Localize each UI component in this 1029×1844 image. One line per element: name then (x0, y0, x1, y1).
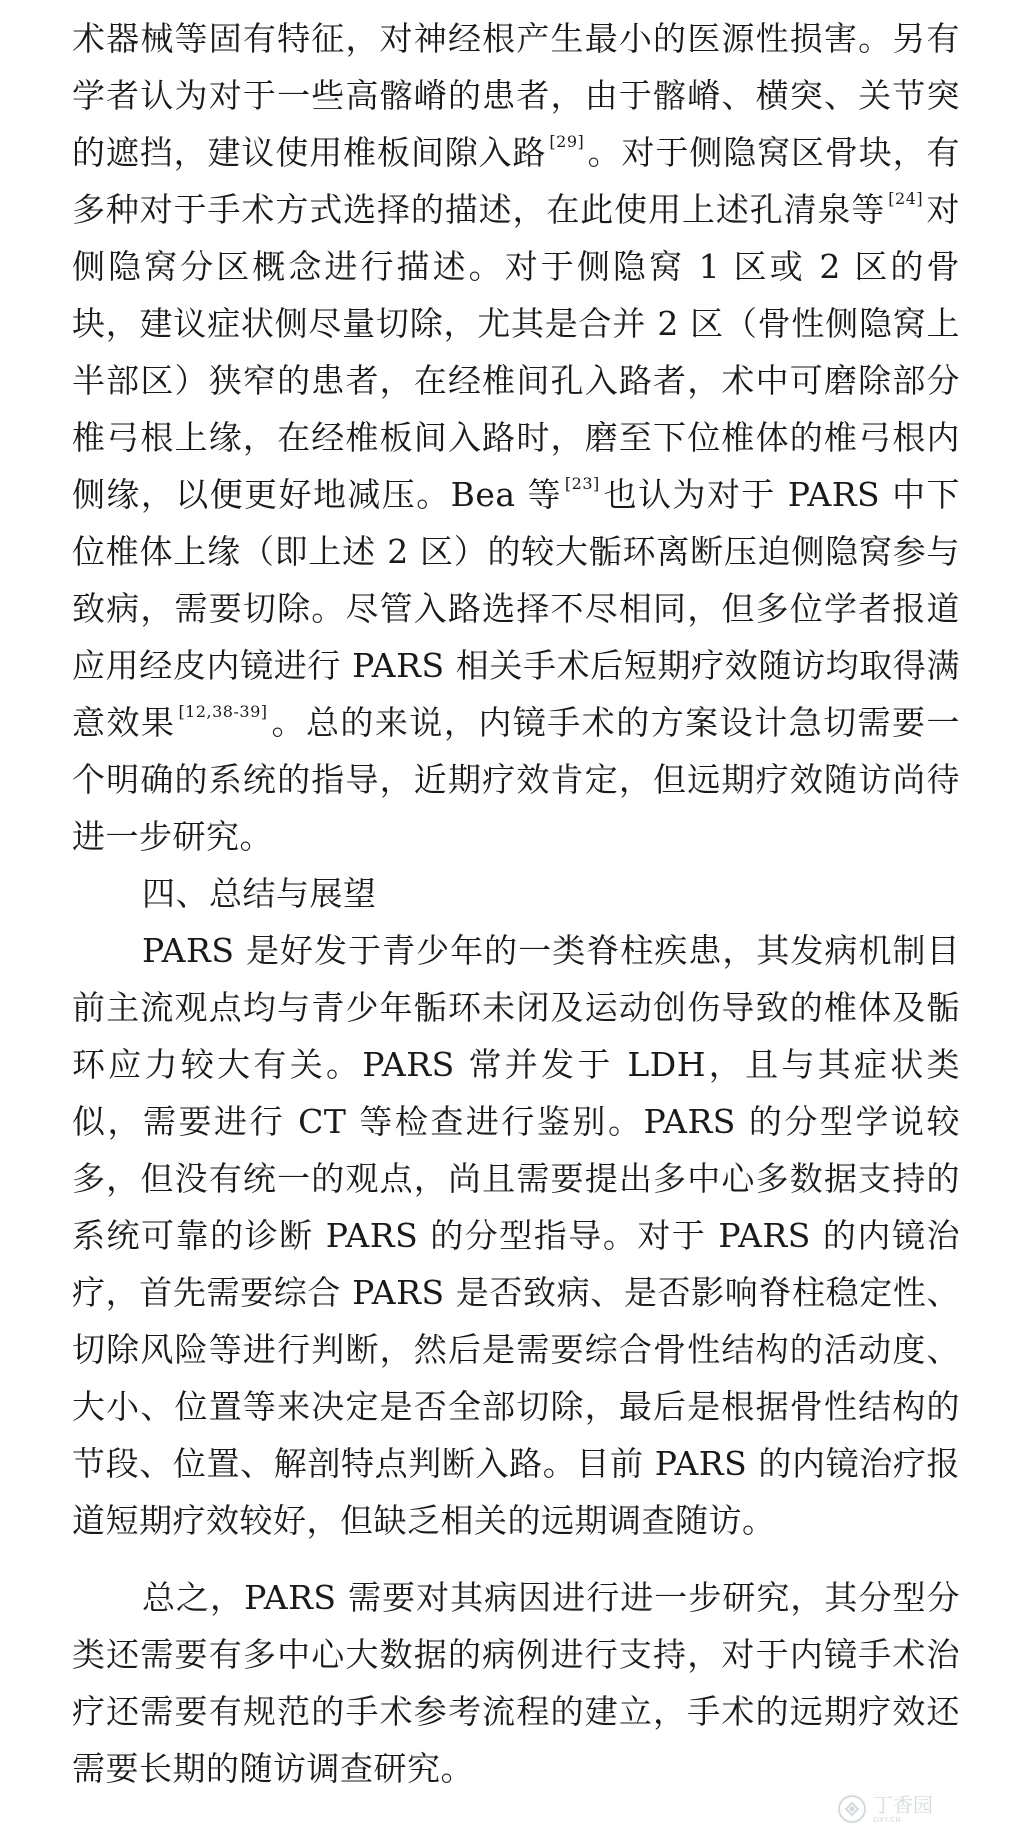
citation-ref[interactable]: [29] (549, 132, 585, 151)
watermark-text (873, 1792, 933, 1824)
paragraph-text: 。对于侧隐窝区骨块，有多种对于手术方式选择的描述，在此使用上述孔清泉等 (72, 133, 961, 229)
article-body (72, 10, 960, 1797)
section-heading: 四、总结与展望 (142, 874, 377, 913)
watermark-url: DXY.CN (873, 1815, 902, 1824)
citation-ref[interactable]: [12,38-39] (178, 702, 268, 721)
paragraph-endoscopic-approach (72, 10, 960, 865)
watermark-name: 丁香园 (873, 1792, 933, 1817)
paragraph-text: 也认为对于 PARS 中下位椎体上缘（即上述 2 区）的较大骺环离断压迫侧隐窝参与致病，需要切除。尽管入路选择不尽相同，但多位学者报道应用经皮内镜进行 PARS 相关手术后短期疗效随访均取得满意效果 (72, 475, 960, 742)
paragraph-summary: PARS 是好发于青少年的一类脊柱疾患，其发病机制目前主流观点均与青少年骺环未闭及运动创伤导致的椎体及骺环应力较大有关。PARS 常并发于 LDH，且与其症状类似，需要进行 CT 等检查进行鉴别。PARS 的分型学说较多，但没有统一的观点，尚且需要提出多中心多数据支持的系统可靠的诊断 PARS 的分型指导。对于 PARS 的内镜治疗，首先需要综合 PARS 是否致病、是否影响脊柱稳定性、切除风险等进行判断，然后是需要综合骨性结构的活动度、大小、位置等来决定是否全部切除，最后是根据骨性结构的节段、位置、解剖特点判断入路。目前 PARS 的内镜治疗报道短期疗效较好，但缺乏相关的远期调查随访。 (72, 931, 960, 1540)
paragraph-text: 对侧隐窝分区概念进行描述。对于侧隐窝 1 区或 2 区的骨块，建议症状侧尽量切除，尤其是合并 2 区（骨性侧隐窝上半部区）狭窄的患者，在经椎间孔入路者，术中可磨除部分椎弓根上缘，在经椎板间入路时，磨至下位椎体的椎弓根内侧缘，以便更好地减压。Bea 等 (72, 190, 961, 514)
citation-ref[interactable]: [23] (564, 474, 600, 493)
dxy-logo-icon (837, 1794, 867, 1824)
watermark (837, 1794, 933, 1824)
paragraph-text: 。总的来说，内镜手术的方案设计急切需要一个明确的系统的指导，近期疗效肯定，但远期疗效随访尚待进一步研究。 (72, 703, 961, 856)
paragraph-conclusion: 总之，PARS 需要对其病因进行进一步研究，其分型分类还需要有多中心大数据的病例进行支持，对于内镜手术治疗还需要有规范的手术参考流程的建立，手术的远期疗效还需要长期的随访调查研究。 (72, 1578, 960, 1788)
paragraph-text: 术器械等固有特征，对神经根产生最小的医源性损害。另有学者认为对于一些高髂嵴的患者，由于髂嵴、横突、关节突的遮挡，建议使用椎板间隙入路 (72, 19, 960, 172)
citation-ref[interactable]: [24] (888, 189, 924, 208)
